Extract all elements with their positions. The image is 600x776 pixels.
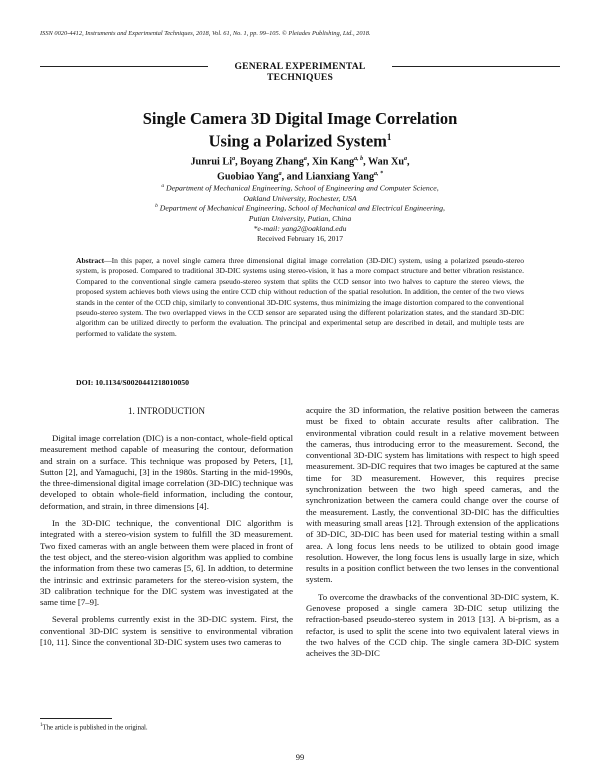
author-affil-mark: a: [232, 156, 236, 162]
affiliation-b-line2: Putian University, Putian, China: [248, 213, 352, 223]
section-heading-line1: GENERAL EXPERIMENTAL: [234, 61, 366, 72]
author-list: [90, 153, 510, 184]
author-name: , Wan Xu: [363, 156, 405, 168]
journal-citation-header: ISSN 0020-4412, Instruments and Experimental Techniques, 2018, Vol. 61, No. 1, pp. 99–105. © Pleiades Publishing, Ltd., 2018.: [40, 30, 371, 37]
title-footnote-mark: 1: [386, 132, 392, 142]
author-name: , and Lianxiang Yang: [281, 171, 375, 183]
abstract-text: —In this paper, a novel single camera three dimensional digital image correlation (3D-DIC) system, using a polarized pseudo-stereo system, is proposed. Compared to traditional 3D-DIC systems using stereo-vision, it has a more compact structure and better vibration resistance. Compared to the conventional single camera pseudo-stereo system that splits the CCD sensor into two halves to capture the stereo views, the proposed system achieves both views using the entire CCD chip without reduction of the spatial resolution. In addition, the center of the two views stands in the center of the CCD chip, similarly to conventional 3D-DIC systems, thus minimizing the image distortion compared to the conventional pseudo-stereo system. The two overlapped views in the CCD sensor are separated using the different polarization states, and the standard 3D-DIC algorithm can be utilized directly to perform the evaluation. The principal and experimental setup are described in detail, and multiple tests are performed to validate the system.: [76, 256, 524, 338]
author-line1: [90, 153, 510, 168]
paragraph: In the 3D-DIC technique, the conventional DIC algorithm is integrated with a stereo-vision system to fulfill the 3D measurement. Two fixed cameras with an angle between them were placed in front of the test object, and the stereo-vision algorithm was applied to combine the information from these two cameras [5, 6]. In addtion, to determine the intrinsic and extrinsic parameters for the stereo-vision system, the 3D calibration technique for the DIC system was investigated at the same time [7–9].: [40, 518, 293, 608]
paper-title-line2-text: Using a Polarized System: [208, 131, 387, 151]
introduction-heading: 1. INTRODUCTION: [128, 406, 205, 416]
footnote-text: The article is published in the original.: [42, 724, 148, 732]
paragraph: Digital image correlation (DIC) is a non-contact, whole-field optical measurement method capable of measuring the contour, deformation and strain on a surface. This technique was proposed by Peters, [1], Sutton [2], and Yamaguchi, [3] in the 1980s. Starting in the mid-1990s, the three-dimensional digital image correlation (3D-DIC) technique was developed to obtain whole-field information, including the contour, deformation, and strain, in three dimensions [4].: [40, 433, 293, 511]
section-rule-left: [40, 66, 208, 67]
author-affil-mark: a: [278, 171, 282, 178]
affiliation-a-line1: [70, 181, 530, 194]
author-name: , Boyang Zhang: [235, 156, 304, 168]
contact-email[interactable]: *e-mail: yang2@oakland.edu: [253, 223, 347, 233]
paragraph: acquire the 3D information, the relative position between the cameras must be fixed to obtain accurate results after calibration. The environmental vibration could result in a relative movement between the cameras, thus introducing error to the measurement. Second, the conventional 3D-DIC system has limitations with respect to high speed measurement. 3D-DIC requires that two images be captured at the same time for 3D measurement. However, this requires precise synchronization between the two high speed cameras, and the synchronization between the camera could change over the course of the measurement. Lastly, the conventional 3D-DIC has the difficulties with measuring small areas [12]. Through extension of the applications of 3D-DIC, 3D-DIC has been used for material testing within a small area. A long focus lens needs to be utilized to obtain good image resolution. However, the long focus lens is usually large in size, which results in a position conflict between the two lenses in the conventional system.: [306, 405, 559, 585]
affiliation-text: Department of Mechanical Engineering, School of Engineering and Computer Science,: [164, 183, 439, 193]
paragraph: Several problems currently exist in the 3D-DIC system. First, the conventional 3D-DIC system is sensitive to environmental vibration [10, 11]. Since the conventional 3D-DIC system uses two cameras to: [40, 614, 293, 648]
left-column: [40, 433, 293, 654]
affiliation-a-line2: Oakland University, Rochester, USA: [243, 193, 357, 203]
received-date: Received February 16, 2017: [256, 234, 344, 243]
paper-title-line2: [60, 128, 540, 151]
author-separator: ,: [407, 156, 410, 168]
author-affil-mark: a, b: [354, 156, 364, 162]
paper-title: [60, 109, 540, 151]
doi-text[interactable]: DOI: 10.1134/S0020441218010050: [76, 378, 190, 387]
author-name: Guobiao Yang: [216, 171, 279, 183]
affiliation-b: [70, 201, 530, 234]
affiliation-mark: a: [161, 183, 165, 189]
footnote: [40, 723, 293, 731]
author-affil-mark: a: [303, 156, 307, 162]
affiliation-text: Department of Mechanical Engineering, School of Mechanical and Electrical Engineering,: [157, 203, 445, 213]
affiliation-b-line1: [70, 201, 530, 214]
author-affil-mark: a: [404, 156, 408, 162]
right-column: [306, 405, 559, 666]
page-number: 99: [295, 752, 305, 762]
abstract-label: Abstract: [76, 256, 105, 265]
section-heading-line2: TECHNIQUES: [267, 72, 333, 83]
paper-title-line1: Single Camera 3D Digital Image Correlation: [142, 109, 458, 128]
author-name: Junrui Li: [190, 156, 233, 168]
footnote-rule: [40, 718, 112, 719]
author-name: , Xin Kang: [306, 156, 355, 168]
footnote-mark: 1: [40, 723, 43, 728]
section-heading: [215, 61, 385, 83]
affiliation-mark: b: [155, 203, 158, 209]
paragraph: To overcome the drawbacks of the conventional 3D-DIC system, K. Genovese proposed a single camera 3D-DIC setup utilizing the refraction-based pseudo-stereo system in 2013 [13]. A bi-prism, as a refactor, is used to split the scene into two equivalent lateral views in the two halves of the CCD chip. The single camera 3D-DIC system acheives the 3D-DIC: [306, 591, 559, 659]
section-rule-right: [392, 66, 560, 67]
abstract: [76, 256, 524, 339]
doi: [76, 378, 189, 387]
author-affil-mark: a, *: [374, 171, 384, 178]
